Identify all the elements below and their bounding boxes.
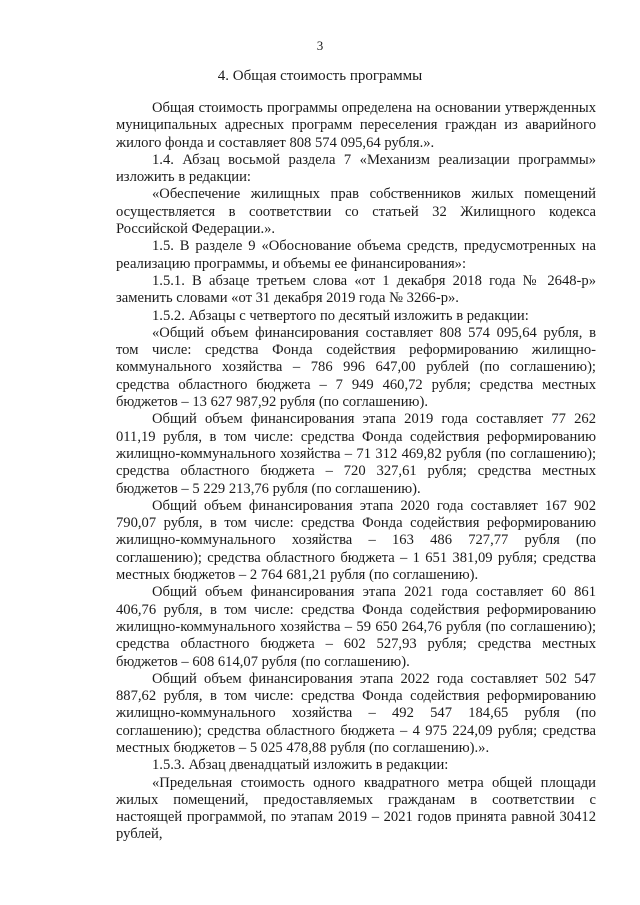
paragraph-stage-2020: Общий объем финансирования этапа 2020 года составляет 167 902 790,07 рубля, в том числе: средства Фонда содействия реформированию жилищно-коммунального хозяйства – 163 486 727,77 рубля (по соглашению); средства областного бюджета – 1 651 381,09 рубля; средства местных бюджетов – 2 764 681,21 рубля (по соглашению). bbox=[116, 497, 596, 584]
paragraph-stage-2019: Общий объем финансирования этапа 2019 года составляет 77 262 011,19 рубля, в том числе: средства Фонда содействия реформированию жилищно-коммунального хозяйства – 71 312 469,82 рубля (по соглашению); средства областного бюджета – 720 327,61 рубля; средства местных бюджетов – 5 229 213,76 рубля (по соглашению). bbox=[116, 411, 596, 497]
paragraph-1-4: 1.4. Абзац восьмой раздела 7 «Механизм реализации программы» изложить в редакции: bbox=[116, 151, 596, 186]
paragraph-housing-rights: «Обеспечение жилищных прав собственников жилых помещений осуществляется в соответствии со статьей 32 Жилищного кодекса Российской Федерации.». bbox=[116, 186, 596, 238]
document-body bbox=[116, 100, 596, 844]
section-heading: 4. Общая стоимость программы bbox=[217, 68, 423, 84]
paragraph-1-5-3: 1.5.3. Абзац двенадцатый изложить в редакции: bbox=[152, 757, 449, 774]
paragraph-1-5-1: 1.5.1. В абзаце третьем слова «от 1 декабря 2018 года № 2648-р» заменить словами «от 31 декабря 2019 года № 3266-р». bbox=[116, 272, 596, 307]
paragraph-stage-2022: Общий объем финансирования этапа 2022 года составляет 502 547 887,62 рубля, в том числе: средства Фонда содействия реформированию жилищно-коммунального хозяйства – 492 547 184,65 рубля (по соглашению); средства областного бюджета – 4 975 224,09 рубля; средства местных бюджетов – 5 025 478,88 рубля (по соглашению).». bbox=[116, 670, 596, 756]
page-number: 3 bbox=[316, 38, 324, 53]
paragraph-stage-2021: Общий объем финансирования этапа 2021 года составляет 60 861 406,76 рубля, в том числе: средства Фонда содействия реформированию жилищно-коммунального хозяйства – 59 650 264,76 рубля (по соглашению); средства областного бюджета – 602 527,93 рубля; средства местных бюджетов – 608 614,07 рубля (по соглашению). bbox=[116, 584, 596, 670]
paragraph-1-5: 1.5. В разделе 9 «Обоснование объема средств, предусмотренных на реализацию программы, и объемы ее финансирования»: bbox=[116, 238, 596, 272]
paragraph-total-financing: «Общий объем финансирования составляет 808 574 095,64 рубля, в том числе: средства Фонда содействия реформированию жилищно-коммунального хозяйства – 786 996 647,00 рублей (по соглашению); средства областного бюджета – 7 949 460,72 рубля; средства местных бюджетов – 13 627 987,92 рубля (по соглашению). bbox=[116, 324, 596, 411]
paragraph-total-cost: Общая стоимость программы определена на основании утвержденных муниципальных адресных программ переселения граждан из аварийного жилого фонда и составляет 808 574 095,64 рубля.». bbox=[116, 100, 596, 151]
paragraph-1-5-2: 1.5.2. Абзацы с четвертого по десятый изложить в редакции: bbox=[152, 307, 529, 324]
paragraph-max-cost: «Предельная стоимость одного квадратного метра общей площади жилых помещений, предоставляемых гражданам в соответствии с настоящей программой, по этапам 2019 – 2021 годов принята равной 30412 рублей, bbox=[116, 774, 596, 843]
